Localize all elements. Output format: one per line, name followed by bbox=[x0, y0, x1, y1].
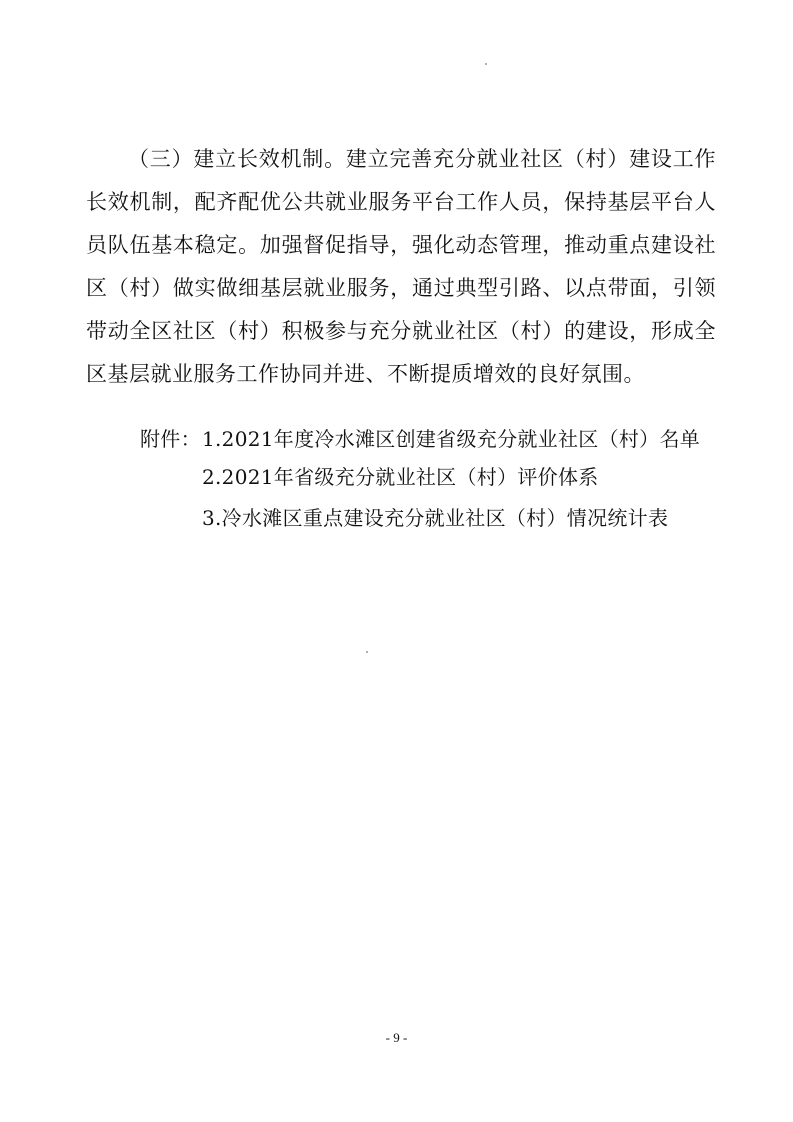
scan-speck bbox=[366, 651, 368, 653]
attachment-item-2: 2.2021年省级充分就业社区（村）评价体系 bbox=[202, 465, 599, 489]
attachment-item-1: 1.2021年度冷水滩区创建省级充分就业社区（村）名单 bbox=[202, 427, 701, 451]
attachment-item-3: 3.冷水滩区重点建设充分就业社区（村）情况统计表 bbox=[202, 506, 669, 530]
attachments-label: 附件： bbox=[140, 427, 201, 451]
scan-speck bbox=[485, 63, 487, 65]
mechanism-paragraph: （三）建立长效机制。建立完善充分就业社区（村）建设工作长效机制，配齐配优公共就业服务平台工作人员，保持基层平台人员队伍基本稳定。加强督促指导，强化动态管理，推动重点建设社区（村）做实做细基层就业服务，通过典型引路、以点带面，引领带动全区社区（村）积极参与充分就业社区（村）的建设，形成全区基层就业服务工作协同并进、不断提质增效的良好氛围。 bbox=[86, 147, 716, 386]
page-number: - 9 - bbox=[385, 1030, 408, 1045]
